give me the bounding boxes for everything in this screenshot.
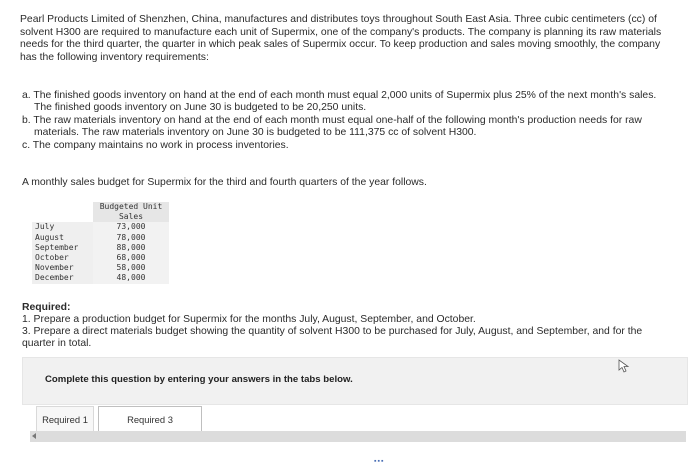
month-cell: July: [32, 222, 93, 232]
inventory-requirements-list: [22, 90, 672, 152]
mouse-cursor-icon: [618, 359, 630, 373]
table-header: [93, 202, 169, 222]
sales-cell: 88,000: [93, 243, 169, 253]
horizontal-scrollbar[interactable]: [30, 431, 686, 442]
requirement-b: b. The raw materials inventory on hand at the end of each month must equal one-half of the following month's production needs for raw materials. The raw materials inventory on June 30 is budgeted to be 111,375 cc of solvent H300.: [22, 114, 642, 139]
table-row: [32, 263, 169, 273]
table-corner: [32, 202, 93, 222]
table-row: [32, 243, 169, 253]
scroll-left-arrow-icon[interactable]: [32, 433, 36, 439]
header-line1: Budgeted Unit: [99, 202, 163, 211]
required-item-1: 1. Prepare a production budget for Supermix for the months July, August, September, and October.: [22, 314, 476, 325]
table-row: [32, 222, 169, 232]
header-line2: Sales: [118, 212, 144, 222]
sales-cell: 58,000: [93, 263, 169, 273]
bottom-marker: ▪▪▪: [374, 458, 385, 465]
required-item-3: 3. Prepare a direct materials budget showing the quantity of solvent H300 to be purchased for July, August, and September, and for the quarter in total.: [22, 326, 643, 349]
required-section: [22, 302, 672, 350]
sales-cell: 73,000: [93, 222, 169, 232]
required-heading: Required:: [22, 302, 71, 313]
requirement-c: c. The company maintains no work in process inventories.: [22, 139, 289, 151]
month-cell: November: [32, 263, 93, 273]
month-cell: October: [32, 253, 93, 263]
sales-cell: 78,000: [93, 233, 169, 243]
month-cell: September: [32, 243, 93, 253]
sales-cell: 48,000: [93, 273, 169, 283]
sales-budget-table: [32, 202, 169, 284]
month-cell: December: [32, 273, 93, 283]
problem-intro: Pearl Products Limited of Shenzhen, China, manufactures and distributes toys throughout South East Asia. Three cubic centimeters (cc) of solvent H300 are required to manufacture each unit of Supermix, one of the company's products. The company is planning its raw materials needs for the third quarter, the quarter in which peak sales of Supermix occur. To keep production and sales moving smoothly, the company has the following inventory requirements:: [20, 14, 662, 63]
table-row: [32, 253, 169, 263]
sales-budget-intro: A monthly sales budget for Supermix for the third and fourth quarters of the year follows.: [22, 177, 427, 188]
sales-cell: 68,000: [93, 253, 169, 263]
tab-required-3[interactable]: Required 3: [98, 406, 202, 432]
month-cell: August: [32, 233, 93, 243]
tab-required-1[interactable]: Required 1: [36, 406, 94, 432]
table-row: [32, 233, 169, 243]
requirement-a: a. The finished goods inventory on hand at the end of each month must equal 2,000 units of Supermix plus 25% of the next month's sales. The finished goods inventory on June 30 is budgeted to be 20,250 units.: [22, 90, 657, 114]
table-row: [32, 273, 169, 283]
instruction-text: Complete this question by entering your answers in the tabs below.: [45, 374, 353, 385]
instruction-panel: [22, 357, 688, 405]
